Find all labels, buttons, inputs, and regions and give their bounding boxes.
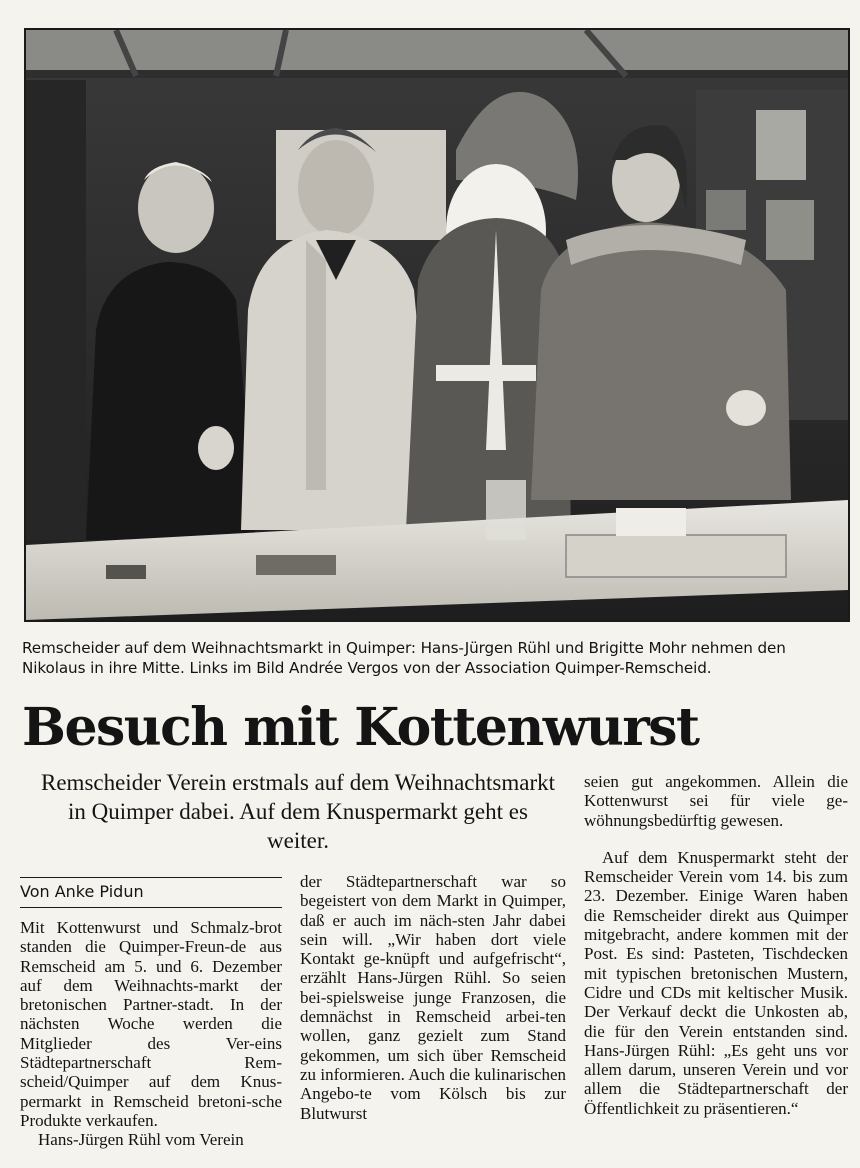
byline-rule-top: [20, 877, 282, 878]
paragraph: Mit Kottenwurst und Schmalz-brot standen die Quimper-Freun-de aus Remscheid am 5. und 6. Dezember auf dem Weihnachts-markt der bretonischen Partner-stadt. In der nächsten Woche werden die Mitglieder des Ver-eins Städtepartnerschaft Rem-scheid/Quimper auf dem Knus-permarkt in Remscheid bretoni-sche Produkte verkaufen.: [20, 918, 282, 1130]
photo-caption: Remscheider auf dem Weihnachtsmarkt in Quimper: Hans-Jürgen Rühl und Brigitte Mohr nehmen den Nikolaus in ihre Mitte. Links im Bild Andrée Vergos von der Association Quimper-Remscheid.: [22, 639, 786, 677]
paragraph-gap: [584, 830, 848, 848]
article-column-2: [300, 872, 566, 1123]
subheadline: Remscheider Verein erstmals auf dem Weihnachtsmarkt in Quimper dabei. Auf dem Knuspermarkt geht es weiter.: [41, 770, 555, 853]
headline: Besuch mit Kottenwurst: [22, 697, 699, 758]
paragraph: der Städtepartnerschaft war so begeistert von dem Markt in Quimper, daß er auch im näch-sten Jahr dabei sein will. „Wir haben dort viele Kontakt ge-knüpft und aufgefrischt“, erzählt Hans-Jürgen Rühl. So seien bei-spielsweise junge Franzosen, die demnächst in Remscheid arbei-ten wollen, ganz gezielt zum Stand gekommen, um sich über Remscheid zu informieren. Auch die kulinarischen Angebo-te vom Kölsch bis zur Blutwurst: [300, 872, 566, 1123]
paragraph: Auf dem Knuspermarkt steht der Remscheider Verein vom 14. bis zum 23. Dezember. Einige Waren haben die Remscheider direkt aus Quimper mitgebracht, andere kommen mit der Post. Es sind: Pasteten, Tischdecken mit typischen bretonischen Mustern, Cidre und CDs mit keltischer Musik. Der Verkauf deckt die Unkosten ab, die für den Verein entstanden sind. Hans-Jürgen Rühl: „Es geht uns vor allem darum, unseren Verein und vor allem die Städtepartnerschaft der Öffentlichkeit zu präsentieren.“: [584, 847, 848, 1118]
byline: Von Anke Pidun: [20, 882, 144, 901]
byline-rule-bottom: [20, 907, 282, 908]
press-photo: [24, 28, 850, 622]
paragraph: seien gut angekommen. Allein die Kottenwurst sei für viele ge-wöhnungsbedürftig gewesen.: [584, 772, 848, 830]
paragraph: Hans-Jürgen Rühl vom Verein: [38, 1130, 244, 1150]
article-column-3: [584, 772, 848, 1118]
market-stall-photo-icon: [26, 30, 848, 620]
article-column-1: [20, 918, 282, 1150]
